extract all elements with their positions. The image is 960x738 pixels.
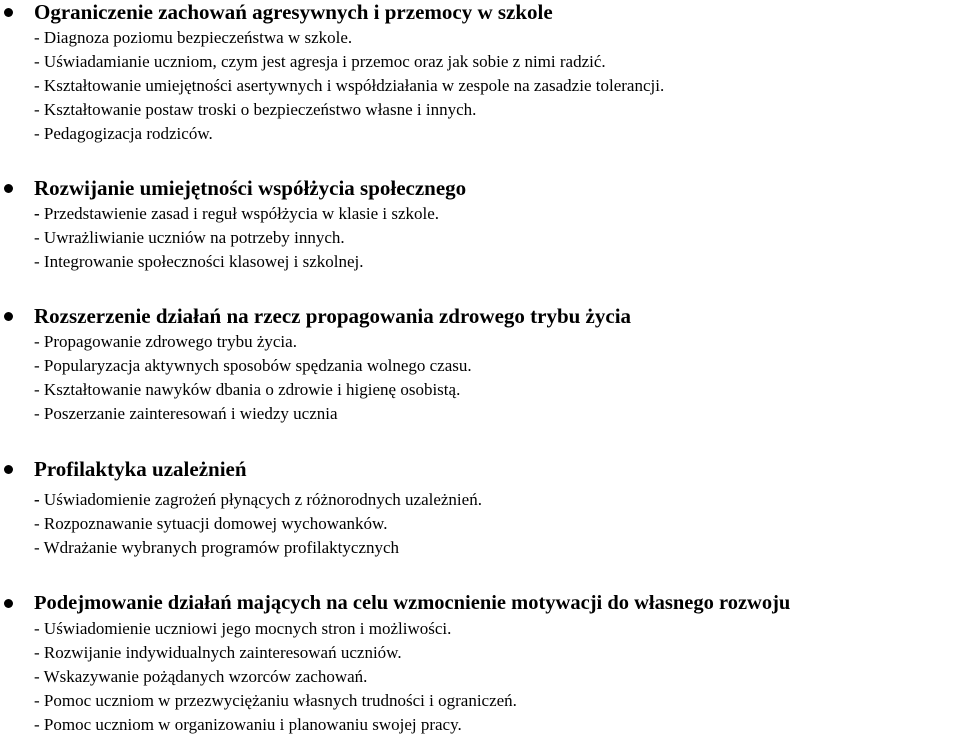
list-item (0, 250, 960, 274)
item-text: Kształtowanie postaw troski o bezpieczeństwo własne i innych. (43, 100, 477, 119)
section-heading: Podejmowanie działań mających na celu wzmocnienie motywacji do własnego rozwoju (34, 592, 791, 614)
item-text: Pomoc uczniom w przezwyciężaniu własnych trudności i ograniczeń. (43, 691, 517, 710)
bullet-icon (4, 312, 13, 321)
dash-marker: - (34, 667, 44, 686)
dash-marker: - (34, 204, 44, 223)
section-heading-row (0, 302, 960, 330)
dash-marker: - (34, 356, 44, 375)
item-text: Uwrażliwianie uczniów na potrzeby innych. (43, 228, 345, 247)
dash-marker: - (34, 252, 44, 271)
dash-marker: - (34, 404, 44, 423)
item-text: Rozpoznawanie sytuacji domowej wychowanków. (43, 514, 388, 533)
dash-marker: - (34, 490, 44, 509)
item-text: Rozwijanie indywidualnych zainteresowań uczniów. (43, 643, 402, 662)
item-text: Kształtowanie umiejętności asertywnych i współdziałania w zespole na zasadzie tolerancji. (43, 76, 665, 95)
list-item (0, 641, 960, 665)
section-heading: Rozszerzenie działań na rzecz propagowania zdrowego trybu życia (34, 304, 632, 328)
item-text: Przedstawienie zasad i reguł współżycia w klasie i szkole. (43, 204, 440, 223)
item-text: Poszerzanie zainteresowań i wiedzy ucznia (43, 404, 338, 423)
bullet-icon (4, 184, 13, 193)
item-text: Diagnoza poziomu bezpieczeństwa w szkole. (43, 28, 353, 47)
dash-marker: - (34, 100, 44, 119)
list-item (0, 713, 960, 737)
item-text: Propagowanie zdrowego trybu życia. (43, 332, 297, 351)
item-text: Kształtowanie nawyków dbania o zdrowie i higienę osobistą. (43, 380, 461, 399)
item-list (0, 483, 960, 560)
list-item (0, 202, 960, 226)
section-heading: Ograniczenie zachowań agresywnych i przemocy w szkole (34, 0, 553, 24)
item-text: Uświadomienie uczniowi jego mocnych stron i możliwości. (43, 619, 452, 638)
dash-marker: - (34, 538, 44, 557)
section-heading-row (0, 174, 960, 202)
list-item (0, 665, 960, 689)
section-motivation (0, 589, 960, 737)
item-list (0, 617, 960, 737)
list-item (0, 226, 960, 250)
item-text: Integrowanie społeczności klasowej i szkolnej. (43, 252, 364, 271)
list-item (0, 689, 960, 713)
item-text: Pomoc uczniom w organizowaniu i planowaniu swojej pracy. (43, 715, 462, 734)
bullet-icon (4, 465, 13, 474)
section-heading: Rozwijanie umiejętności współżycia społecznego (34, 176, 467, 200)
dash-marker: - (34, 52, 44, 71)
list-item (0, 50, 960, 74)
dash-marker: - (34, 124, 44, 143)
section-heading-row (0, 589, 960, 617)
dash-marker: - (34, 76, 44, 95)
section-social-skills (0, 174, 960, 274)
item-list (0, 26, 960, 146)
item-text: Wskazywanie pożądanych wzorców zachowań. (43, 667, 368, 686)
dash-marker: - (34, 228, 44, 247)
dash-marker: - (34, 514, 44, 533)
section-healthy-lifestyle (0, 302, 960, 426)
section-addiction-prevention (0, 455, 960, 560)
item-list (0, 330, 960, 426)
list-item (0, 74, 960, 98)
list-item (0, 122, 960, 146)
item-text: Popularyzacja aktywnych sposobów spędzania wolnego czasu. (43, 356, 472, 375)
bullet-icon (4, 599, 13, 608)
item-text: Uświadamianie uczniom, czym jest agresja i przemoc oraz jak sobie z nimi radzić. (43, 52, 606, 71)
item-text: Wdrażanie wybranych programów profilaktycznych (43, 538, 400, 557)
dash-marker: - (34, 28, 44, 47)
section-heading-row (0, 0, 960, 26)
list-item (0, 512, 960, 536)
dash-marker: - (34, 643, 44, 662)
dash-marker: - (34, 715, 44, 734)
dash-marker: - (34, 619, 44, 638)
list-item (0, 330, 960, 354)
list-item (0, 617, 960, 641)
list-item (0, 354, 960, 378)
list-item (0, 98, 960, 122)
section-heading-row (0, 455, 960, 483)
dash-marker: - (34, 380, 44, 399)
dash-marker: - (34, 332, 44, 351)
dash-marker: - (34, 691, 44, 710)
list-item (0, 378, 960, 402)
section-aggression (0, 0, 960, 146)
item-text: Uświadomienie zagrożeń płynących z różnorodnych uzależnień. (43, 490, 482, 509)
list-item (0, 536, 960, 560)
list-item (0, 488, 960, 512)
bullet-icon (4, 8, 13, 17)
section-heading: Profilaktyka uzależnień (34, 457, 247, 481)
item-list (0, 202, 960, 274)
list-item (0, 26, 960, 50)
item-text: Pedagogizacja rodziców. (43, 124, 213, 143)
list-item (0, 402, 960, 426)
